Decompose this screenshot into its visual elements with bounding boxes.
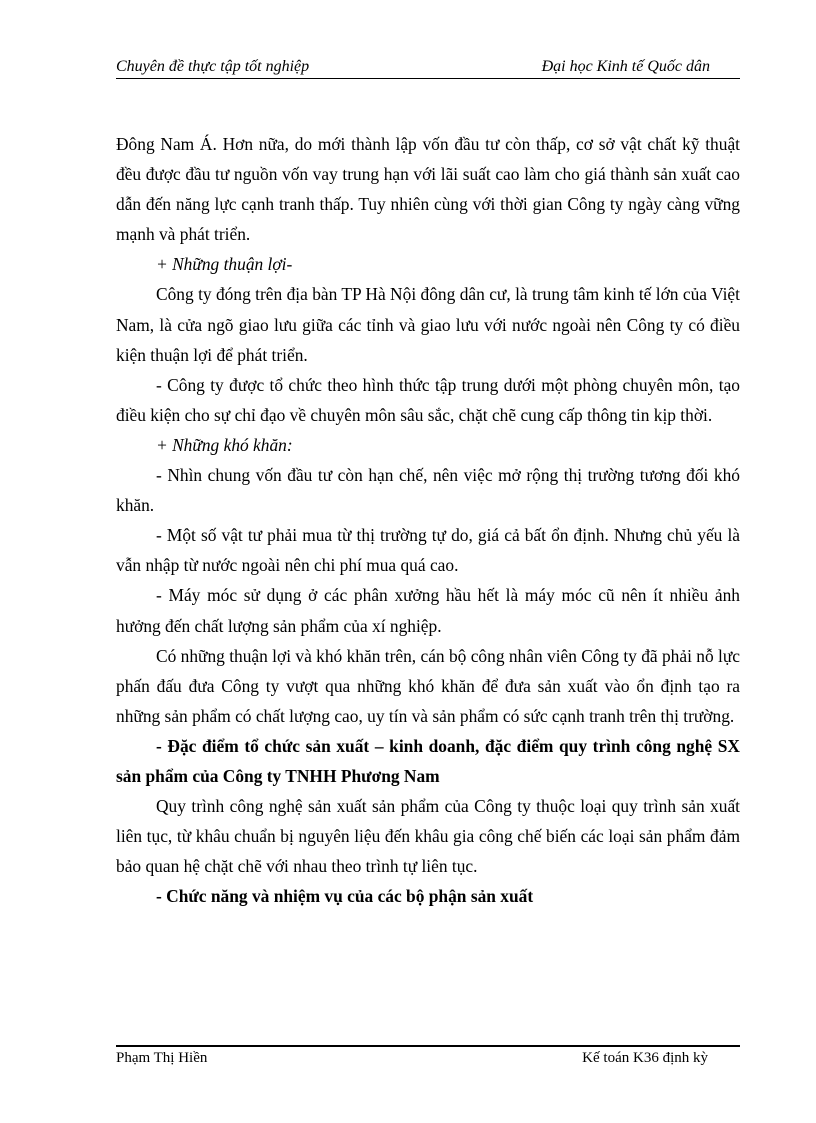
page-content (116, 129, 740, 911)
page-header (116, 56, 740, 79)
paragraph-8: Quy trình công nghệ sản xuất sản phẩm của Công ty thuộc loại quy trình sản xuất liên tục, từ khâu chuẩn bị nguyên liệu đến khâu gia công chế biến các loại sản phẩm đảm bảo quan hệ chặt chẽ với nhau theo trình tự liên tục. (116, 796, 740, 877)
paragraph-5: - Một số vật tư phải mua từ thị trường tự do, giá cả bất ổn định. Nhưng chủ yếu là vẫn nhập từ nước ngoài nên chi phí mua quá cao. (116, 525, 740, 576)
footer-class: Kế toán K36 định kỳ (582, 1050, 708, 1066)
paragraph-3: - Công ty được tổ chức theo hình thức tập trung dưới một phòng chuyên môn, tạo điều kiện cho sự chỉ đạo về chuyên môn sâu sắc, chặt chẽ cung cấp thông tin kịp thời. (116, 374, 740, 425)
footer-author: Phạm Thị Hiền (116, 1050, 208, 1066)
paragraph-2: Công ty đóng trên địa bàn TP Hà Nội đông dân cư, là trung tâm kinh tế lớn của Việt Nam, là cửa ngõ giao lưu giữa các tỉnh và giao lưu với nước ngoài nên Công ty có điều kiện thuận lợi để phát triển. (116, 284, 740, 365)
paragraph-4: - Nhìn chung vốn đầu tư còn hạn chế, nên việc mở rộng thị trường tương đối khó khăn. (116, 465, 740, 516)
page-footer (116, 1050, 740, 1070)
paragraph-1: Đông Nam Á. Hơn nữa, do mới thành lập vốn đầu tư còn thấp, cơ sở vật chất kỹ thuật đều được đầu tư nguồn vốn vay trung hạn với lãi suất cao làm cho giá thành sản xuất cao dẫn đến năng lực cạnh tranh thấp. Tuy nhiên cùng với thời gian Công ty ngày càng vững mạnh và phát triển. (116, 134, 740, 245)
heading-difficulties: + Những khó khăn: (156, 434, 293, 455)
heading-production-features: - Đặc điểm tổ chức sản xuất – kinh doanh, đặc điểm quy trình công nghệ SX sản phẩm của Công ty TNHH Phương Nam (116, 735, 740, 786)
header-right-title: Đại học Kinh tế Quốc dân (541, 58, 710, 75)
heading-functions: - Chức năng và nhiệm vụ của các bộ phận sản xuất (156, 886, 534, 907)
heading-advantages: + Những thuận lợi- (156, 254, 293, 275)
footer-divider (116, 1045, 740, 1047)
paragraph-7: Có những thuận lợi và khó khăn trên, cán bộ công nhân viên Công ty đã phải nỗ lực phấn đấu đưa Công ty vượt qua những khó khăn để đưa sản xuất vào ổn định tạo ra những sản phẩm có chất lượng cao, uy tín và sản phẩm có sức cạnh tranh trên thị trường. (116, 645, 740, 726)
header-left-title: Chuyên đề thực tập tốt nghiệp (116, 58, 310, 75)
paragraph-6: - Máy móc sử dụng ở các phân xưởng hầu hết là máy móc cũ nên ít nhiều ảnh hưởng đến chất lượng sản phẩm của xí nghiệp. (116, 585, 740, 636)
